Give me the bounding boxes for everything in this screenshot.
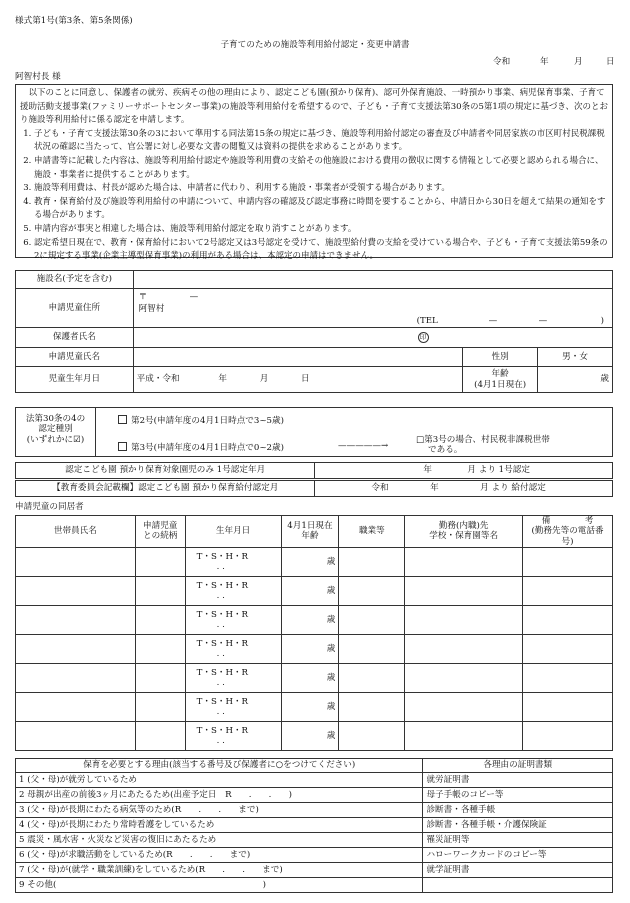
page-title: 子育てのための施設等利用給付認定・変更申請書 [220, 40, 410, 50]
member-name-cell[interactable] [16, 663, 136, 692]
member-birth-cell[interactable] [185, 721, 281, 750]
member-birth-dots: . . [216, 735, 225, 746]
reason-row [16, 818, 613, 833]
reason-text[interactable]: 6 (父・母)が求職活動をしているため(R . . まで) [16, 848, 423, 863]
tel-close: ) [600, 316, 604, 326]
member-birth-dots: . . [216, 706, 225, 717]
reason-text[interactable]: 5 震災・風水害・火災など災害の復旧にあたるため [16, 833, 423, 848]
member-workplace-cell[interactable] [405, 605, 523, 634]
col-header-notes [523, 516, 613, 548]
birth-label: 児童生年月日 [16, 367, 134, 393]
member-birth-dots: . . [216, 590, 225, 601]
col-header-workplace-line1: 勤務(内職)先 [438, 521, 489, 532]
tel-dash: — [538, 316, 548, 326]
member-name-cell[interactable] [16, 547, 136, 576]
member-birth-era: T・S・H・R [196, 696, 249, 707]
member-relation-cell[interactable] [135, 605, 185, 634]
reason-proof: ハローワークカードのコピー等 [423, 848, 613, 863]
member-relation-cell[interactable] [135, 721, 185, 750]
address-label: 申請児童住所 [16, 289, 134, 328]
member-birth-cell[interactable] [185, 605, 281, 634]
member-notes-cell[interactable] [523, 663, 613, 692]
kodomoen-row [15, 462, 613, 479]
member-birth-dots: . . [216, 677, 225, 688]
arrow-icon: —————→ [338, 441, 389, 451]
agreement-item: 3. 施設等利用費は、村長が認めた場合は、申請者に代わり、利用する施設・事業者が受領する場合があります。 [34, 182, 608, 196]
proof-header: 各理由の証明書類 [423, 759, 613, 773]
table-row [16, 692, 613, 721]
table-row [16, 721, 613, 750]
member-workplace-cell[interactable] [405, 576, 523, 605]
birth-day: 日 [301, 374, 310, 385]
member-workplace-cell[interactable] [405, 634, 523, 663]
member-age-cell[interactable] [281, 576, 339, 605]
sex-label: 性別 [463, 348, 538, 367]
tax-exempt-note[interactable] [416, 435, 550, 456]
member-age-cell[interactable] [281, 605, 339, 634]
member-notes-cell[interactable] [523, 547, 613, 576]
member-age-unit: 歳 [326, 585, 336, 596]
col-header-relation: 申請児童との続柄 [135, 516, 185, 548]
committee-field[interactable] [315, 481, 613, 497]
guardian-field[interactable] [133, 328, 612, 348]
child-name-field[interactable] [133, 348, 463, 367]
facility-field[interactable] [133, 271, 612, 289]
child-name-label: 申請児童氏名 [16, 348, 134, 367]
member-workplace-cell[interactable] [405, 547, 523, 576]
member-birth-era: T・S・H・R [196, 609, 249, 620]
reason-proof: 就労証明書 [423, 773, 613, 788]
committee-year: 年 [430, 483, 439, 494]
age-label-text: 年齢 [491, 369, 509, 380]
cert-label-line3: (いずれかに☑) [26, 434, 85, 445]
cert-label-line1: 法第30条の4の [25, 414, 86, 424]
form-number: 様式第1号(第3条、第5条関係) [15, 16, 133, 26]
reason-row [16, 773, 613, 788]
table-row [16, 576, 613, 605]
member-relation-cell[interactable] [135, 576, 185, 605]
checkbox[interactable] [118, 442, 127, 451]
member-notes-cell[interactable] [523, 721, 613, 750]
member-relation-cell[interactable] [135, 634, 185, 663]
member-birth-cell[interactable] [185, 576, 281, 605]
option-type2[interactable] [118, 415, 284, 426]
seal-mark: 印 [418, 332, 429, 343]
member-workplace-cell[interactable] [405, 663, 523, 692]
member-birth-era: T・S・H・R [196, 551, 249, 562]
member-job-cell[interactable] [339, 692, 405, 721]
postal-dash: — [189, 292, 199, 302]
tax-exempt-note-line2: である。 [428, 445, 463, 456]
reason-row [16, 878, 613, 893]
agreement-item: 2. 申請書等に記載した内容は、施設等利用給付認定や施設等利用費の支給その他施設における費用の徴収に関する情報として必要と認められる場合に、施設・事業者に提供することがあります。 [34, 155, 608, 182]
committee-label: 【教育委員会記載欄】認定こども園 預かり保育給付認定月 [16, 481, 315, 497]
cert-label-line2: 認定種別 [38, 424, 73, 435]
agreement-item: 4. 教育・保育給付及び施設等利用給付の申請について、申請内容の確認及び認定事務に時間を要することから、申請日から30日を超えて結果の通知をする場合があります。 [34, 196, 608, 223]
agreement-item: 6. 認定希望日現在で、教育・保育給付において2号認定又は3号認定を受けて、施設型給付費の支給を受けている場合や、子ども・子育て支援法第59条の2に規定する事業(企業主導型保育事業)の利用がある場合は、本認定の申請はできません。 [34, 237, 608, 264]
member-name-cell[interactable] [16, 692, 136, 721]
age-label [463, 367, 538, 393]
member-workplace-cell[interactable] [405, 721, 523, 750]
member-name-cell[interactable] [16, 605, 136, 634]
member-age-cell[interactable] [281, 547, 339, 576]
birth-month: 月 [259, 374, 269, 385]
member-notes-cell[interactable] [523, 576, 613, 605]
tax-exempt-note-line1: □第3号の場合、村民税非課税世帯 [416, 435, 550, 445]
member-job-cell[interactable] [339, 576, 405, 605]
reason-text[interactable]: 7 (父・母)が(就学・職業訓練)をしているため(R . . まで) [16, 863, 423, 878]
reason-proof: 診断書・各種手帳 [423, 803, 613, 818]
table-row [16, 663, 613, 692]
reason-text[interactable]: 3 (父・母)が長期にわたる病気等のため(R . . まで) [16, 803, 423, 818]
certification-type-label [16, 408, 96, 456]
member-age-unit: 歳 [326, 701, 336, 712]
reason-proof: 母子手帳のコピー等 [423, 788, 613, 803]
option-type2-label: 第2号(申請年度の4月1日時点で3~5歳) [131, 416, 284, 426]
member-relation-cell[interactable] [135, 547, 185, 576]
member-birth-cell[interactable] [185, 692, 281, 721]
col-header-workplace [405, 516, 523, 548]
reason-proof: 診断書・各種手帳・介護保険証 [423, 818, 613, 833]
kodomoen-field[interactable] [315, 463, 613, 479]
address-field[interactable] [133, 289, 612, 328]
member-birth-era: T・S・H・R [196, 580, 249, 591]
kodomoen-month: 月 より 1号認定 [467, 465, 530, 476]
committee-row [15, 480, 613, 497]
date-day: 日 [606, 57, 615, 67]
col-header-notes-line2: (勤務先等の電話番号) [531, 526, 604, 547]
reason-text[interactable]: 2 母親が出産の前後3ヶ月にあたるため(出産予定日 R . . ) [16, 788, 423, 803]
reason-row [16, 788, 613, 803]
member-age-unit: 歳 [326, 643, 336, 654]
reason-text[interactable]: 9 その他( ) [16, 878, 423, 893]
col-header-workplace-line2: 学校・保育園等名 [429, 531, 499, 542]
date-year: 年 [540, 57, 549, 67]
member-age-unit: 歳 [326, 614, 336, 625]
reason-text[interactable]: 4 (父・母)が長期にわたり常時看護をしているため [16, 818, 423, 833]
age-label-sub: (4月1日現在) [474, 379, 527, 390]
member-name-cell[interactable] [16, 721, 136, 750]
member-relation-cell[interactable] [135, 692, 185, 721]
member-workplace-cell[interactable] [405, 692, 523, 721]
tel-dash: — [488, 316, 498, 326]
tel-open: (TEL [416, 316, 438, 326]
member-age-cell[interactable] [281, 634, 339, 663]
postal-mark: 〒 [138, 292, 148, 302]
member-age-unit: 歳 [326, 672, 336, 683]
kodomoen-label: 認定こども園 預かり保育対象園児のみ 1号認定年月 [16, 463, 315, 479]
checkbox[interactable] [118, 415, 127, 424]
member-birth-era: T・S・H・R [196, 725, 249, 736]
member-job-cell[interactable] [339, 721, 405, 750]
member-birth-cell[interactable] [185, 634, 281, 663]
reason-row [16, 833, 613, 848]
member-age-cell[interactable] [281, 692, 339, 721]
member-age-unit: 歳 [326, 556, 336, 567]
birth-year: 年 [218, 374, 227, 385]
member-job-cell[interactable] [339, 663, 405, 692]
option-type3-label: 第3号(申請年度の4月1日時点で0~2歳) [131, 443, 284, 453]
col-header-job: 職業等 [339, 516, 405, 548]
facility-label: 施設名(予定を含む) [16, 271, 134, 289]
birth-era: 平成・令和 [136, 374, 180, 385]
member-age-cell[interactable] [281, 721, 339, 750]
reasons-table [15, 758, 613, 893]
col-header-age: 4月1日現在年齢 [281, 516, 339, 548]
member-job-cell[interactable] [339, 634, 405, 663]
age-unit: 歳 [600, 374, 609, 385]
reasons-header: 保育を必要とする理由(該当する番号及び保護者に○をつけてください) [16, 759, 423, 773]
sex-value[interactable]: 男・女 [538, 348, 613, 367]
member-birth-era: T・S・H・R [196, 638, 249, 649]
household-table [15, 515, 613, 751]
committee-month: 月 より 給付認定 [480, 483, 546, 494]
applicant-table [15, 270, 613, 393]
option-type3[interactable] [118, 442, 284, 453]
village-name: 阿智村 [138, 304, 165, 314]
age-field[interactable] [538, 367, 613, 393]
member-age-unit: 歳 [326, 730, 336, 741]
reason-proof: 就学証明書 [423, 863, 613, 878]
member-birth-cell[interactable] [185, 663, 281, 692]
col-header-name: 世帯員氏名 [16, 516, 136, 548]
col-header-notes-line1: 備 考 [541, 516, 594, 526]
reason-proof [423, 878, 613, 893]
table-row [16, 605, 613, 634]
reason-row [16, 803, 613, 818]
certification-type-box [15, 407, 613, 457]
reason-row [16, 863, 613, 878]
reason-proof: 罹災証明等 [423, 833, 613, 848]
household-title: 申請児童の同居者 [15, 502, 84, 512]
date-month: 月 [574, 57, 583, 67]
member-birth-era: T・S・H・R [196, 667, 249, 678]
member-job-cell[interactable] [339, 547, 405, 576]
member-notes-cell[interactable] [523, 634, 613, 663]
agreement-item: 5. 申請内容が事実と相違した場合は、施設等利用給付認定を取り消すことがあります。 [34, 223, 608, 237]
member-relation-cell[interactable] [135, 663, 185, 692]
member-name-cell[interactable] [16, 576, 136, 605]
member-name-cell[interactable] [16, 634, 136, 663]
date-era: 令和 [493, 57, 511, 67]
member-birth-dots: . . [216, 619, 225, 630]
member-birth-dots: . . [216, 648, 225, 659]
agreement-lead: 以下のことに同意し、保護者の就労、疾病その他の理由により、認定こども園(預かり保育)、認可外保育施設、一時預かり事業、病児保育事業、子育て援助活動支援事業(ファミリーサポートセンター事業)の施設等利用給付を希望するので、子ども・子育て支援法第30条の5第1項の規定に基づき、次のとおり施設等利用給付に係る認定を申請します。 [20, 88, 608, 126]
member-age-cell[interactable] [281, 663, 339, 692]
col-header-birth: 生年月日 [185, 516, 281, 548]
agreement-list [20, 128, 608, 264]
birth-field[interactable] [133, 367, 463, 393]
member-job-cell[interactable] [339, 605, 405, 634]
committee-era: 令和 [371, 483, 389, 494]
kodomoen-year: 年 [423, 465, 432, 476]
reason-text[interactable]: 1 (父・母)が就労しているため [16, 773, 423, 788]
table-row [16, 547, 613, 576]
member-notes-cell[interactable] [523, 692, 613, 721]
table-row [16, 634, 613, 663]
member-birth-cell[interactable] [185, 547, 281, 576]
member-birth-dots: . . [216, 561, 225, 572]
agreement-item: 1. 子ども・子育て支援法第30条の3において準用する同法第15条の規定に基づき、施設等利用給付認定の審査及び申請者や同居家族の市区町村民税課税状況の確認に当たって、官公署に対し必要な文書の閲覧又は資料の提供を求めることがあります。 [34, 128, 608, 155]
addressee: 阿智村長 様 [15, 72, 61, 82]
agreement-box [15, 84, 613, 262]
reason-row [16, 848, 613, 863]
member-notes-cell[interactable] [523, 605, 613, 634]
guardian-label: 保護者氏名 [16, 328, 134, 348]
